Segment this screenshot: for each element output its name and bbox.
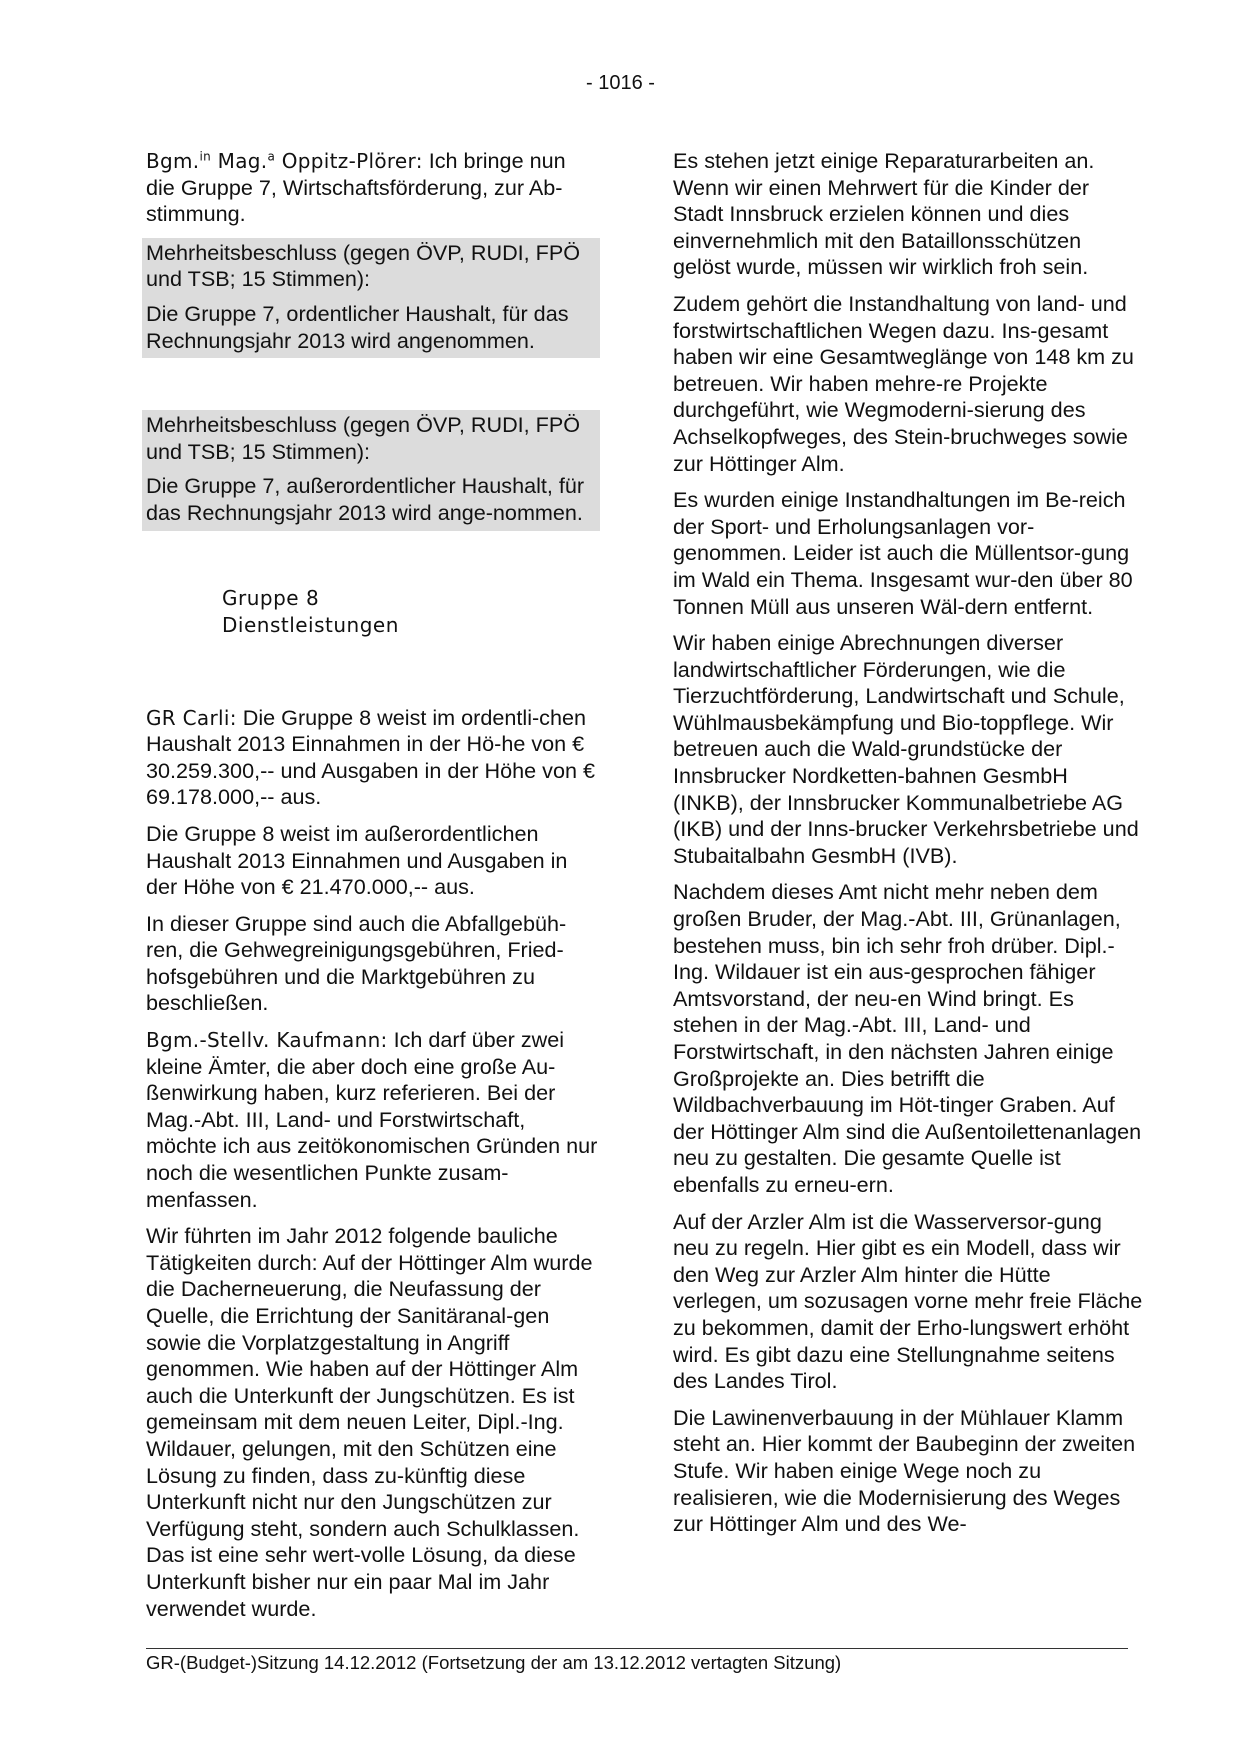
paragraph: Wir führten im Jahr 2012 folgende bauliche Tätigkeiten durch: Auf der Höttinger Alm wurde die Dacherneuerung, die Neufassung der Quelle, die Errichtung der Sanitäranal-gen sowie die Vorplatzgestaltung in Angriff genommen. Wie haben auf der Höttinger Alm auch die Unterkunft der Jungschützen. Es ist gemeinsam mit dem neuen Leiter, Dipl.-Ing. Wildauer, gelungen, mit den Schützen eine Lösung zu finden, dass zu-künftig diese Unterkunft nicht nur den Jungschützen zur Verfügung steht, sondern auch Schulklassen. Das ist eine sehr wert-volle Lösung, da diese Unterkunft bisher nur ein paar Mal im Jahr verwendet wurde. [146, 1223, 593, 1621]
kaufmann-paragraph: Bgm.-Stellv. Kaufmann: Ich darf über zwei kleine Ämter, die aber doch eine große Au-ßenwirkung haben, kurz referieren. Bei der Mag.-Abt. III, Land- und Forstwirtschaft, möchte ich aus zeitökonomischen Gründen nur noch die wesentlichen Punkte zusam-menfassen. [146, 1027, 598, 1212]
paragraph: Wir haben einige Abrechnungen diverser landwirtschaftlicher Förderungen, wie die Tierzuchtförderung, Landwirtschaft und Schule, Wühlmausbekämpfung und Bio-toppflege. Wir betreuen auch die Wald-grundstücke der Innsbrucker Nordketten-bahnen GesmbH (INKB), der Innsbrucker Kommunalbetriebe AG (IKB) und der Inns-brucker Verkehrsbetriebe und Stubaitalbahn GesmbH (IVB). [673, 630, 1139, 868]
resolution-vote: Mehrheitsbeschluss (gegen ÖVP, RUDI, FPÖ und TSB; 15 Stimmen): [146, 239, 581, 292]
paragraph: Zudem gehört die Instandhaltung von land- und forstwirtschaftlichen Wegen dazu. Ins-gesamt haben wir eine Gesamtweglänge von 148 km zu betreuen. Wir haben mehre-re Projekte durchgeführt, wie Wegmoderni-sierung des Achselkopfweges, des Stein-bruchweges sowie zur Höttinger Alm. [673, 290, 1134, 476]
left-column [146, 148, 600, 1632]
paragraph: In dieser Gruppe sind auch die Abfallgebüh-ren, die Gehwegreinigungsgebühren, Fried-hofsgebühren und die Marktgebühren zu beschließen. [146, 910, 567, 1016]
speaker-name: GR Carli: [146, 705, 237, 730]
paragraph: Es stehen jetzt einige Reparaturarbeiten an. Wenn wir einen Mehrwert für die Kinder der Stadt Innsbruck erzielen können und dies einvernehmlich mit den Bataillonsschützen gelöst wurde, müssen wir wirklich froh sein. [673, 148, 1095, 280]
footer-rule [146, 1648, 1128, 1649]
resolution-box-ordinary [142, 238, 600, 358]
paragraph: Auf der Arzler Alm ist die Wasserversor-gung neu zu regeln. Hier gibt es ein Modell, dass wir den Weg zur Arzler Alm hinter die Hütte verlegen, um sozusagen vorne mehr freie Fläche zu bekommen, damit der Erho-lungswert erhöht wird. Es gibt dazu eine Stellungnahme seitens des Landes Tirol. [673, 1208, 1143, 1394]
resolution-vote: Mehrheitsbeschluss (gegen ÖVP, RUDI, FPÖ und TSB; 15 Stimmen): [146, 412, 581, 464]
right-column [673, 148, 1143, 1548]
paragraph: Die Lawinenverbauung in der Mühlauer Klamm steht an. Hier kommt der Baubeginn der zweiten Stufe. Wir haben einige Wege noch zu realisieren, wie die Modernisierung des Weges zur Höttinger Alm und des We- [673, 1404, 1136, 1537]
intro-paragraph: Bgm.$^{in}$ Mag.$^a$ Oppitz-Plörer: Ich bringe nun die Gruppe 7, Wirtschaftsförderung, zur Ab-stimmung. [146, 148, 566, 227]
resolution-result: Die Gruppe 7, außerordentlicher Haushalt, für das Rechnungsjahr 2013 wird ange-nommen. [146, 473, 585, 525]
speaker-name: Bgm.-Stellv. Kaufmann: [146, 1028, 388, 1053]
speaker-name: Bgm.$^{in}$ Mag.$^a$ Oppitz-Plörer: [146, 149, 423, 173]
resolution-box-extraordinary [142, 410, 600, 530]
resolution-result: Die Gruppe 7, ordentlicher Haushalt, für das Rechnungsjahr 2013 wird angenommen. [146, 300, 569, 353]
footer-text: GR-(Budget-)Sitzung 14.12.2012 (Fortsetzung der am 13.12.2012 vertagten Sitzung) [146, 1652, 842, 1673]
section-title: Gruppe 8 Dienstleistungen [222, 585, 399, 637]
paragraph: Nachdem dieses Amt nicht mehr neben dem großen Bruder, der Mag.-Abt. III, Grünanlagen, bestehen muss, bin ich sehr froh drüber. Dipl.-Ing. Wildauer ist ein aus-gesprochen fähiger Amtsvorstand, der neu-en Wind bringt. Es stehen in der Mag.-Abt. III, Land- und Forstwirtschaft, in den nächsten Jahren einige Großprojekte an. Dies betrifft die Wildbachverbauung im Höt-tinger Graben. Auf der Höttinger Alm sind die Außentoilettenanlagen neu zu gestalten. Die gesamte Quelle ist ebenfalls zu erneu-ern. [673, 879, 1142, 1197]
page-number: - 1016 - [586, 72, 655, 94]
paragraph: Es wurden einige Instandhaltungen im Be-reich der Sport- und Erholungsanlagen vor-genommen. Leider ist auch die Müllentsor-gung im Wald ein Thema. Insgesamt wur-den über 80 Tonnen Müll aus unseren Wäl-dern entfernt. [673, 487, 1133, 619]
paragraph: Die Gruppe 8 weist im außerordentlichen Haushalt 2013 Einnahmen und Ausgaben in der Höhe von € 21.470.000,-- aus. [146, 820, 568, 900]
carli-paragraph: GR Carli: Die Gruppe 8 weist im ordentli-chen Haushalt 2013 Einnahmen in der Hö-he von € 30.259.300,-- und Ausgaben in der Höhe von € 69.178.000,-- aus. [146, 704, 596, 810]
